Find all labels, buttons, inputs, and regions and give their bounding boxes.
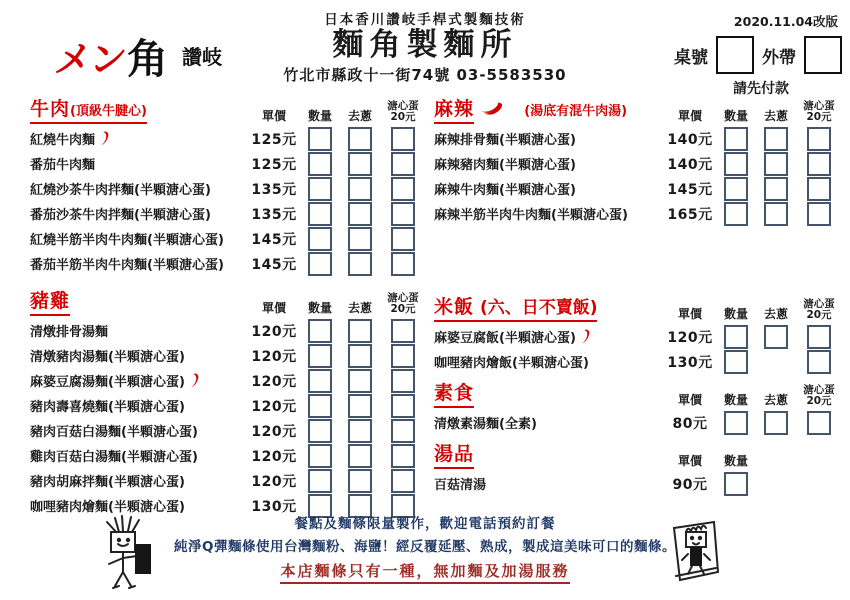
- menu-item-row: [30, 468, 426, 493]
- menu-item-row: [30, 251, 426, 276]
- qty-checkbox[interactable]: [724, 152, 748, 176]
- qty-checkbox[interactable]: [308, 444, 332, 468]
- item-name: 豬肉胡麻拌麵(半顆溏心蛋): [30, 475, 185, 490]
- no-scallion-checkbox[interactable]: [348, 177, 372, 201]
- item-price: 135元: [251, 206, 297, 223]
- menu-item-row: [434, 201, 842, 226]
- qty-checkbox[interactable]: [724, 325, 748, 349]
- qty-checkbox[interactable]: [308, 227, 332, 251]
- qty-checkbox[interactable]: [724, 202, 748, 226]
- menu-item-row: [434, 349, 842, 374]
- no-scallion-checkbox[interactable]: [764, 325, 788, 349]
- item-price: 120元: [251, 448, 297, 465]
- item-name: 咖哩豬肉燴飯(半顆溏心蛋): [434, 356, 589, 371]
- section-header-vegetarian: [434, 374, 842, 410]
- qty-checkbox[interactable]: [724, 411, 748, 435]
- qty-checkbox[interactable]: [308, 419, 332, 443]
- col-header-price: 單價: [261, 109, 286, 123]
- section-title: 麻辣 (湯底有混牛肉湯): [434, 94, 664, 124]
- address-phone: 竹北市縣政十一街74號 03-5583530: [283, 65, 567, 84]
- no-scallion-checkbox[interactable]: [348, 319, 372, 343]
- egg-checkbox[interactable]: [391, 469, 415, 493]
- col-header-qty: 數量: [723, 393, 748, 407]
- pay-first-note: 請先付款: [733, 81, 789, 97]
- menu-item-row: [30, 368, 426, 393]
- section-note: (湯底有混牛肉湯): [524, 104, 628, 119]
- menu-item-row: [434, 176, 842, 201]
- menu-item-row: [30, 176, 426, 201]
- egg-checkbox[interactable]: [807, 350, 831, 374]
- egg-checkbox[interactable]: [391, 344, 415, 368]
- menu-column-left: [30, 90, 426, 518]
- col-header-price: 單價: [261, 301, 286, 315]
- chili-icon: [99, 130, 110, 147]
- qty-checkbox[interactable]: [308, 344, 332, 368]
- item-name: 百菇清湯: [434, 478, 487, 493]
- menu-item-row: [434, 410, 842, 435]
- item-price: 120元: [251, 348, 297, 365]
- item-name: 清燉豬肉湯麵(半顆溏心蛋): [30, 350, 185, 365]
- col-header-egg: 溏心蛋 20元: [387, 99, 419, 124]
- shop-logo: [52, 26, 222, 85]
- footer-line2: 純淨Q彈麵條使用台灣麵粉、海鹽！經反覆延壓、熟成，製成這美味可口的麵條。: [174, 539, 676, 555]
- qty-checkbox[interactable]: [308, 202, 332, 226]
- item-name: 咖哩豬肉燴麵(半顆溏心蛋): [30, 500, 185, 515]
- no-scallion-checkbox[interactable]: [348, 202, 372, 226]
- section-title: 湯品: [434, 439, 664, 469]
- menu-body: [30, 90, 842, 518]
- menu-item-row: [30, 126, 426, 151]
- section-header-soup: [434, 435, 842, 471]
- menu-item-row: [30, 226, 426, 251]
- page-title: 麵角製麵所: [332, 27, 518, 63]
- qty-checkbox[interactable]: [308, 394, 332, 418]
- col-header-qty: 數量: [307, 301, 332, 315]
- menu-item-row: [434, 151, 842, 176]
- tagline: 日本香川讚岐手桿式製麵技術: [324, 12, 526, 28]
- egg-checkbox[interactable]: [807, 411, 831, 435]
- item-name: 紅燒半筋半肉牛肉麵(半顆溏心蛋): [30, 233, 224, 248]
- col-header-egg: 溏心蛋 20元: [803, 99, 835, 124]
- item-name: 麻婆豆腐湯麵(半顆溏心蛋): [30, 371, 248, 390]
- col-header-scallion: 去蔥: [347, 301, 372, 315]
- menu-column-right: [434, 90, 842, 518]
- section-title: 素食: [434, 378, 664, 408]
- item-name: 清燉排骨湯麵: [30, 325, 109, 340]
- item-price: 145元: [667, 181, 713, 198]
- no-scallion-checkbox[interactable]: [348, 394, 372, 418]
- menu-item-row: [30, 443, 426, 468]
- item-price: 120元: [251, 398, 297, 415]
- egg-checkbox[interactable]: [391, 419, 415, 443]
- item-name: 紅燒牛肉麵: [30, 129, 248, 148]
- chili-icon: [189, 372, 200, 389]
- no-scallion-checkbox[interactable]: [764, 127, 788, 151]
- egg-checkbox[interactable]: [391, 444, 415, 468]
- menu-item-row: [30, 418, 426, 443]
- egg-checkbox[interactable]: [391, 252, 415, 276]
- no-scallion-checkbox[interactable]: [348, 152, 372, 176]
- col-header-price: 單價: [677, 393, 702, 407]
- header-center: [210, 8, 640, 85]
- col-header-scallion: 去蔥: [763, 307, 788, 321]
- menu-item-row: [434, 471, 842, 496]
- item-price: 120元: [251, 423, 297, 440]
- col-header-price: 單價: [677, 454, 702, 468]
- col-header-scallion: 去蔥: [763, 393, 788, 407]
- section-header-spicy: [434, 90, 842, 126]
- no-scallion-checkbox[interactable]: [348, 444, 372, 468]
- section-title: 米飯 (六、日不賣飯): [434, 292, 664, 322]
- item-price: 125元: [251, 156, 297, 173]
- item-price: 140元: [667, 131, 713, 148]
- chili-icon: [580, 328, 591, 345]
- item-price: 90元: [672, 476, 708, 493]
- qty-checkbox[interactable]: [308, 469, 332, 493]
- item-name: 麻辣牛肉麵(半顆溏心蛋): [434, 183, 576, 198]
- egg-checkbox[interactable]: [391, 202, 415, 226]
- menu-item-row: [30, 393, 426, 418]
- item-price: 130元: [667, 354, 713, 371]
- qty-checkbox[interactable]: [308, 177, 332, 201]
- item-name: 紅燒沙茶牛肉拌麵(半顆溏心蛋): [30, 183, 211, 198]
- section-title: 牛肉(頂級牛腱心): [30, 94, 248, 124]
- col-header-qty: 數量: [723, 307, 748, 321]
- item-price: 125元: [251, 131, 297, 148]
- egg-checkbox[interactable]: [807, 177, 831, 201]
- egg-checkbox[interactable]: [807, 325, 831, 349]
- item-price: 145元: [251, 256, 297, 273]
- qty-checkbox[interactable]: [724, 177, 748, 201]
- takeout-label: 外帶: [762, 47, 796, 68]
- item-price: 120元: [251, 473, 297, 490]
- qty-checkbox[interactable]: [724, 350, 748, 374]
- table-number-label: 桌號: [674, 47, 708, 68]
- item-price: 120元: [251, 373, 297, 390]
- item-price: 120元: [667, 329, 713, 346]
- menu-item-row: [30, 151, 426, 176]
- no-scallion-checkbox[interactable]: [348, 369, 372, 393]
- col-header-egg: 溏心蛋 20元: [387, 291, 419, 316]
- qty-checkbox[interactable]: [308, 127, 332, 151]
- noodle-mascot-right-icon: [656, 518, 724, 594]
- col-header-price: 單價: [677, 307, 702, 321]
- takeout-box[interactable]: [804, 36, 842, 74]
- item-name: 番茄半筋半肉牛肉麵(半顆溏心蛋): [30, 258, 224, 273]
- item-name: 豬肉百菇白湯麵(半顆溏心蛋): [30, 425, 198, 440]
- item-name: 雞肉百菇白湯麵(半顆溏心蛋): [30, 450, 198, 465]
- no-scallion-checkbox[interactable]: [764, 202, 788, 226]
- footer-line1: 餐點及麵條限量製作，歡迎電話預約訂餐: [294, 516, 556, 532]
- qty-checkbox[interactable]: [308, 369, 332, 393]
- item-name: 豬肉壽喜燒麵(半顆溏心蛋): [30, 400, 185, 415]
- col-header-qty: 數量: [723, 454, 748, 468]
- logo-kanji: 角: [127, 35, 168, 83]
- chili-icon: [479, 99, 505, 115]
- section-title: 豬雞: [30, 286, 248, 316]
- item-price: 80元: [672, 415, 708, 432]
- item-price: 120元: [251, 323, 297, 340]
- item-name: 番茄沙茶牛肉拌麵(半顆溏心蛋): [30, 208, 211, 223]
- col-header-scallion: 去蔥: [347, 109, 372, 123]
- footer-line3: 本店麵條只有一種，無加麵及加湯服務: [280, 560, 569, 584]
- col-header-qty: 數量: [307, 109, 332, 123]
- egg-checkbox[interactable]: [391, 227, 415, 251]
- menu-item-row: [434, 324, 842, 349]
- col-header-price: 單價: [677, 109, 702, 123]
- section-header-pork-chicken: [30, 282, 426, 318]
- no-scallion-checkbox[interactable]: [764, 152, 788, 176]
- egg-checkbox[interactable]: [391, 319, 415, 343]
- qty-checkbox[interactable]: [308, 319, 332, 343]
- noodle-mascot-left-icon: [95, 514, 157, 596]
- menu-item-row: [434, 126, 842, 151]
- no-scallion-checkbox[interactable]: [348, 227, 372, 251]
- qty-checkbox[interactable]: [308, 152, 332, 176]
- egg-checkbox[interactable]: [391, 152, 415, 176]
- egg-checkbox[interactable]: [807, 127, 831, 151]
- egg-checkbox[interactable]: [807, 152, 831, 176]
- logo-branding: 讚岐: [182, 45, 222, 69]
- col-header-scallion: 去蔥: [763, 109, 788, 123]
- item-price: 145元: [251, 231, 297, 248]
- item-name: 麻辣排骨麵(半顆溏心蛋): [434, 133, 576, 148]
- col-header-egg: 溏心蛋 20元: [803, 297, 835, 322]
- no-scallion-checkbox[interactable]: [348, 419, 372, 443]
- header-right: [620, 12, 842, 98]
- col-header-egg: 溏心蛋 20元: [803, 383, 835, 408]
- table-takeout-row: [620, 36, 842, 74]
- section-header-rice: [434, 288, 842, 324]
- egg-checkbox[interactable]: [391, 394, 415, 418]
- menu-item-row: [30, 201, 426, 226]
- egg-checkbox[interactable]: [391, 369, 415, 393]
- section-header-beef: [30, 90, 426, 126]
- item-name: 麻辣半筋半肉牛肉麵(半顆溏心蛋): [434, 208, 628, 223]
- menu-item-row: [30, 318, 426, 343]
- item-name: 清燉素湯麵(全素): [434, 417, 537, 432]
- item-name: 麻辣豬肉麵(半顆溏心蛋): [434, 158, 576, 173]
- table-number-box[interactable]: [716, 36, 754, 74]
- item-price: 130元: [251, 498, 297, 515]
- item-name: 番茄牛肉麵: [30, 158, 96, 173]
- egg-checkbox[interactable]: [807, 202, 831, 226]
- version-label: 2020.11.04改版: [733, 14, 838, 29]
- item-name: 麻婆豆腐飯(半顆溏心蛋): [434, 327, 664, 346]
- menu-item-row: [30, 343, 426, 368]
- logo-kana: メン: [52, 37, 127, 81]
- item-price: 140元: [667, 156, 713, 173]
- col-header-qty: 數量: [723, 109, 748, 123]
- qty-checkbox[interactable]: [308, 252, 332, 276]
- qty-checkbox[interactable]: [724, 127, 748, 151]
- no-scallion-checkbox[interactable]: [348, 344, 372, 368]
- no-scallion-checkbox[interactable]: [764, 411, 788, 435]
- no-scallion-checkbox[interactable]: [348, 469, 372, 493]
- item-price: 135元: [251, 181, 297, 198]
- no-scallion-checkbox[interactable]: [348, 252, 372, 276]
- egg-checkbox[interactable]: [391, 127, 415, 151]
- egg-checkbox[interactable]: [391, 177, 415, 201]
- no-scallion-checkbox[interactable]: [764, 177, 788, 201]
- item-price: 165元: [667, 206, 713, 223]
- qty-checkbox[interactable]: [724, 472, 748, 496]
- no-scallion-checkbox[interactable]: [348, 127, 372, 151]
